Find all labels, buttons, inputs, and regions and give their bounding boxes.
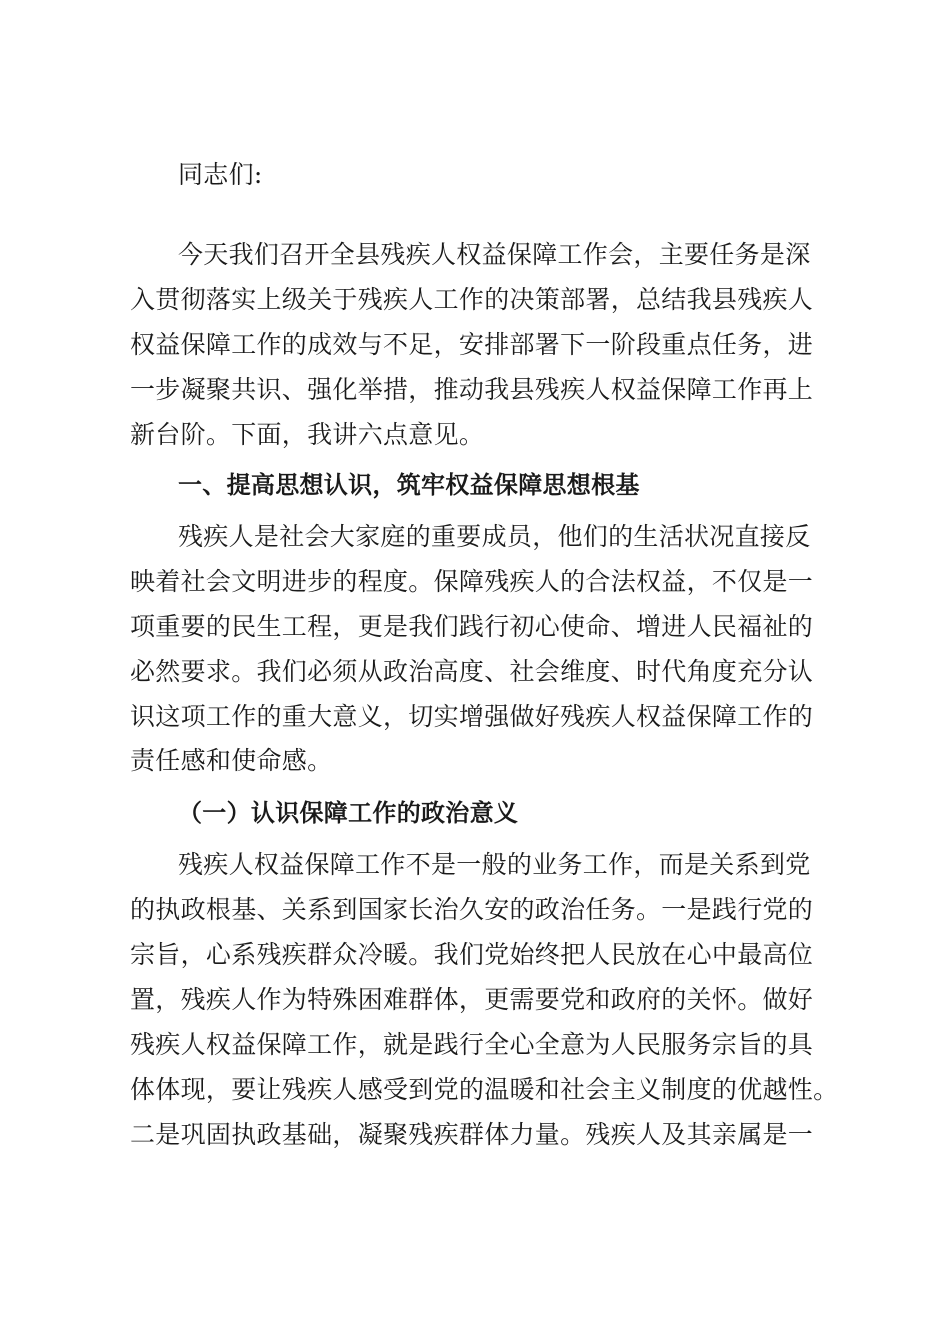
section1-line-5: 识这项工作的重大意义，切实增强做好残疾人权益保障工作的 bbox=[130, 702, 814, 731]
section1-line-3: 项重要的民生工程，更是我们践行初心使命、增进人民福祉的 bbox=[130, 612, 814, 641]
salutation: 同志们: bbox=[178, 160, 263, 189]
subsection1-line-6: 体体现，要让残疾人感受到党的温暖和社会主义制度的优越性。 bbox=[130, 1075, 839, 1104]
subsection1-line-1: 残疾人权益保障工作不是一般的业务工作，而是关系到党 bbox=[178, 850, 811, 879]
subsection1-line-4: 置，残疾人作为特殊困难群体，更需要党和政府的关怀。做好 bbox=[130, 985, 814, 1014]
subsection1-line-5: 残疾人权益保障工作，就是践行全心全意为人民服务宗旨的具 bbox=[130, 1030, 814, 1059]
intro-line-5: 新台阶。下面，我讲六点意见。 bbox=[130, 420, 485, 449]
section-heading-1: 一、提高思想认识，筑牢权益保障思想根基 bbox=[178, 471, 640, 499]
section1-line-4: 必然要求。我们必须从政治高度、社会维度、时代角度充分认 bbox=[130, 657, 814, 686]
section1-line-1: 残疾人是社会大家庭的重要成员，他们的生活状况直接反 bbox=[178, 522, 811, 551]
subsection-heading-1: （一）认识保障工作的政治意义 bbox=[178, 799, 519, 827]
section1-line-2: 映着社会文明进步的程度。保障残疾人的合法权益，不仅是一 bbox=[130, 567, 814, 596]
intro-line-3: 权益保障工作的成效与不足，安排部署下一阶段重点任务，进 bbox=[130, 330, 814, 359]
intro-line-2: 入贯彻落实上级关于残疾人工作的决策部署，总结我县残疾人 bbox=[130, 285, 814, 314]
intro-line-4: 一步凝聚共识、强化举措，推动我县残疾人权益保障工作再上 bbox=[130, 375, 814, 404]
subsection1-line-2: 的执政根基、关系到国家长治久安的政治任务。一是践行党的 bbox=[130, 895, 814, 924]
section1-line-6: 责任感和使命感。 bbox=[130, 746, 333, 775]
subsection1-line-7: 二是巩固执政基础，凝聚残疾群体力量。残疾人及其亲属是一 bbox=[130, 1120, 814, 1149]
intro-line-1: 今天我们召开全县残疾人权益保障工作会，主要任务是深 bbox=[178, 240, 811, 269]
subsection1-line-3: 宗旨，心系残疾群众冷暖。我们党始终把人民放在心中最高位 bbox=[130, 940, 814, 969]
